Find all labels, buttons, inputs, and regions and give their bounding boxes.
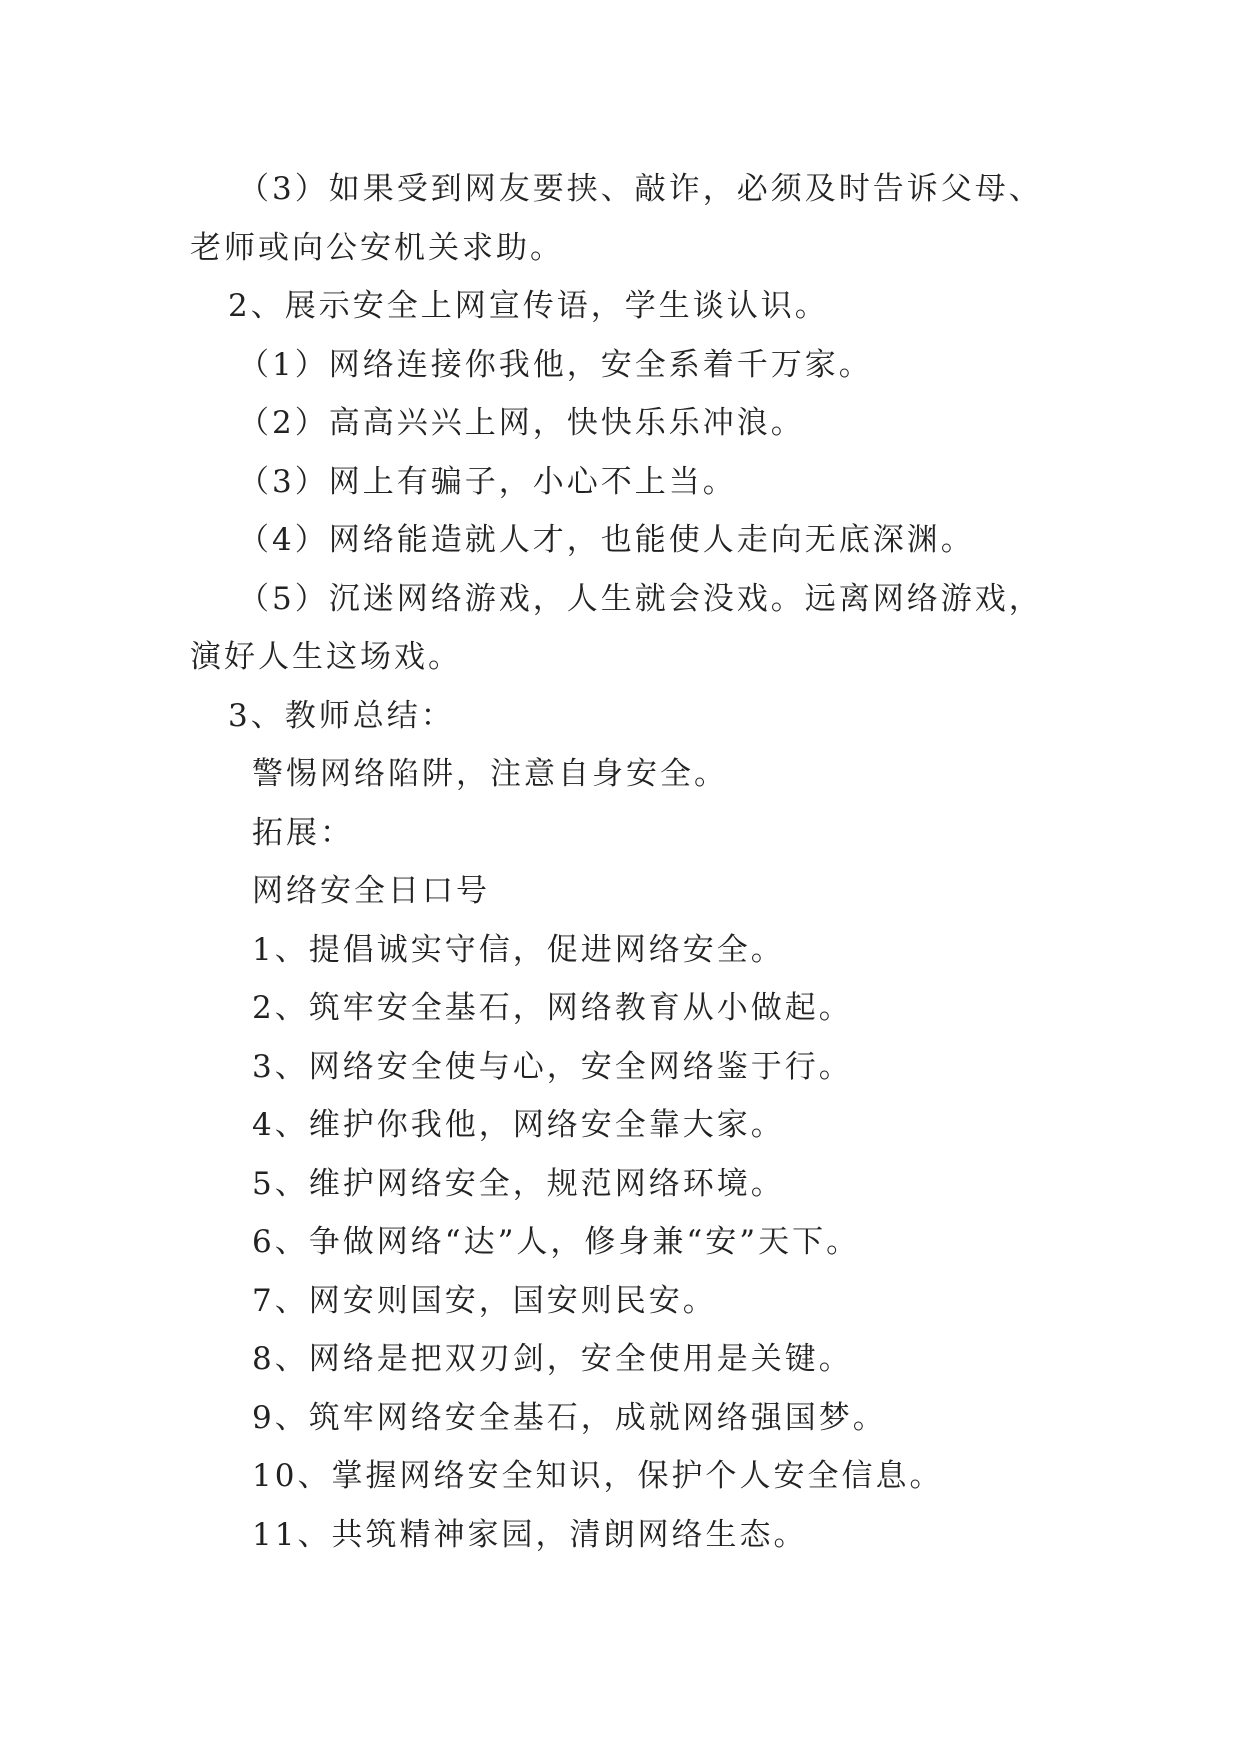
paragraph-item: 3、网络安全使与心，安全网络鉴于行。	[252, 1048, 853, 1085]
paragraph-item: 8、网络是把双刃剑，安全使用是关键。	[252, 1341, 853, 1377]
paragraph-item: （1）网络连接你我他，安全系着千万家。	[238, 346, 873, 383]
paragraph-item: 10、掌握网络安全知识，保护个人安全信息。	[252, 1458, 944, 1494]
document-body	[190, 160, 1060, 1564]
paragraph-item: 2、展示安全上网宣传语，学生谈认识。	[228, 288, 829, 324]
paragraph-item: 1、提倡诚实守信，促进网络安全。	[252, 931, 785, 968]
paragraph-item: 4、维护你我他，网络安全靠大家。	[252, 1107, 785, 1143]
paragraph-item: 2、筑牢安全基石，网络教育从小做起。	[252, 990, 853, 1026]
paragraph-item: （5）沉迷网络游戏，人生就会没戏。远离网络游戏，演好人生这场戏。	[190, 580, 1043, 675]
paragraph-item: 11、共筑精神家园，清朗网络生态。	[252, 1516, 808, 1553]
paragraph-item: 3、教师总结：	[228, 697, 455, 734]
paragraph-item: 警惕网络陷阱，注意自身安全。	[252, 756, 728, 792]
paragraph-item: 拓展：	[252, 814, 354, 851]
paragraph-item: 5、维护网络安全，规范网络环境。	[252, 1165, 785, 1202]
paragraph-item: （4）网络能造就人才，也能使人走向无底深渊。	[238, 522, 975, 558]
paragraph-item: 9、筑牢网络安全基石，成就网络强国梦。	[252, 1399, 887, 1436]
paragraph-item: （3）网上有骗子，小心不上当。	[238, 463, 737, 500]
paragraph-item: （2）高高兴兴上网，快快乐乐冲浪。	[238, 405, 805, 441]
paragraph-item: 6、争做网络“达”人，修身兼“安”天下。	[252, 1224, 861, 1260]
paragraph-item: （3）如果受到网友要挟、敲诈，必须及时告诉父母、老师或向公安机关求助。	[190, 171, 1043, 266]
paragraph-item: 网络安全日口号	[252, 873, 490, 909]
paragraph-item: 7、网安则国安，国安则民安。	[252, 1282, 717, 1319]
